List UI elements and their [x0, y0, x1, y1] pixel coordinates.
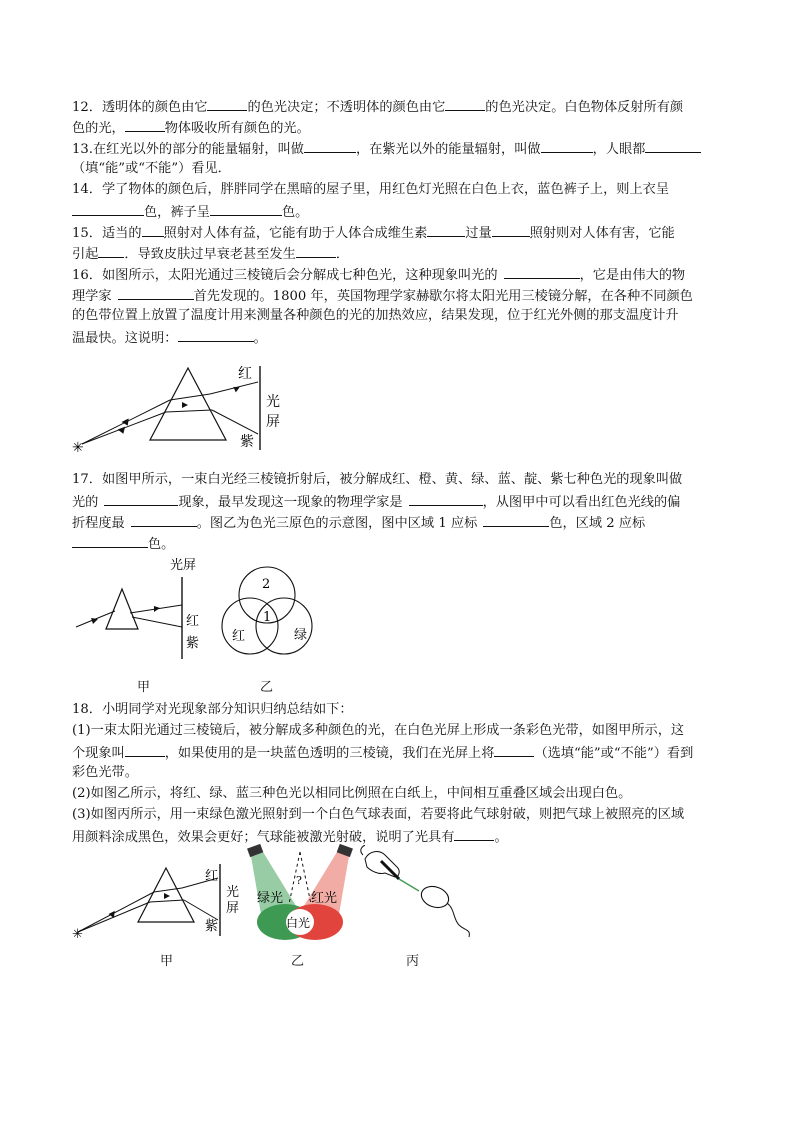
q16-text-c: 理学家 — [72, 289, 112, 304]
q12-text-d: 色的光， — [72, 121, 125, 136]
q16-text-b: ，它是由伟大的物 — [579, 268, 686, 283]
q18-text-c: 个现象叫 — [72, 746, 125, 761]
q17-area-1: 1 — [263, 610, 272, 625]
q17-label-circle-red: 红 — [232, 629, 246, 644]
q18-line2 — [72, 721, 684, 741]
q16-line4 — [72, 327, 267, 347]
q16-line1 — [72, 264, 685, 284]
q17-text-c: 现象，最早发现这一现象的物理学家是 — [178, 495, 403, 510]
q17-line3 — [72, 512, 645, 532]
q17-blank-4[interactable] — [483, 512, 549, 527]
q12-line2 — [72, 117, 310, 137]
q12-blank-1[interactable] — [207, 96, 247, 111]
q15-blank-1[interactable] — [142, 222, 164, 237]
q18-text-g: (2)如图乙所示，将红、绿、蓝三种色光以相同比例照在白纸上，中间相互重叠区域会出现白色。 — [72, 786, 632, 801]
q17-text-a: 17．如图甲所示，一束白光经三棱镜折射后，被分解成红、橙、黄、绿、蓝、靛、紫七种色光的现象叫做 — [72, 472, 683, 487]
q16-blank-1[interactable] — [504, 264, 580, 279]
q16-arrow-3 — [182, 402, 188, 408]
q18-sun-icon: ✳ — [72, 927, 83, 942]
q13-text-d: （填“能”或“不能”）看见． — [72, 161, 231, 176]
q18-label-question: ? — [296, 874, 302, 887]
q16-label-screen-2: 屏 — [266, 414, 280, 430]
q16-text-e: 的色带位置上放置了温度计用来测量各种颜色的光的加热效应，结果发现，位于红光外侧的那支温度计升 — [72, 308, 679, 323]
q18-caption-yi: 乙 — [291, 954, 305, 969]
q14-line1 — [72, 180, 669, 200]
q17-area-2: 2 — [262, 577, 271, 592]
q17-line1 — [72, 470, 682, 490]
q13-blank-3[interactable] — [645, 138, 701, 153]
q18-caption-bing: 丙 — [406, 954, 420, 969]
q15-text-c: 过量 — [465, 226, 492, 241]
q16-text-d: 首先发现的。1800 年，英国物理学家赫歇尔将太阳光用三棱镜分解，在各种不同颜色 — [193, 289, 693, 304]
q18-text-j: 。 — [494, 830, 508, 845]
q12-text-c: 的色光决定。白色物体反射所有颜 — [485, 100, 684, 115]
q12-text-a: 12．透明体的颜色由它 — [72, 100, 208, 115]
q17-line4 — [72, 533, 174, 553]
q17-caption-yi: 乙 — [260, 680, 274, 695]
q15-text-a: 15．适当的 — [72, 226, 142, 241]
q16-label-red: 红 — [238, 366, 252, 382]
q16-blank-3[interactable] — [178, 327, 254, 342]
q13-line1 — [72, 138, 701, 158]
q18-caption-jia: 甲 — [160, 954, 174, 969]
q17-text-d: ，从图甲中可以看出红色光线的偏 — [482, 495, 681, 510]
q17-label-circle-green: 绿 — [294, 628, 308, 643]
q17-blank-2[interactable] — [409, 491, 483, 506]
q18-label-green: 绿光 — [257, 891, 284, 906]
q17-text-b: 光的 — [72, 495, 99, 510]
q16-line2 — [72, 285, 693, 305]
q18-arrow-2 — [164, 893, 170, 899]
q12-text-e: 物体吸收所有颜色的光。 — [164, 121, 310, 136]
q18-fig-bing — [355, 845, 480, 940]
q13-blank-1[interactable] — [304, 138, 356, 153]
q18-line3 — [72, 742, 693, 762]
q16-violet-ray — [212, 410, 258, 434]
q15-line1 — [72, 222, 675, 242]
q16-inside-ray-2 — [166, 410, 212, 412]
q16-text-f: 温最快。这说明： — [72, 331, 178, 346]
q18-label-violet: 紫 — [205, 919, 219, 934]
q15-blank-3[interactable] — [492, 222, 530, 237]
q15-blank-5[interactable] — [296, 243, 336, 258]
q14-blank-1[interactable] — [72, 201, 144, 216]
q18-line1 — [72, 700, 353, 720]
q18-line6 — [72, 805, 684, 825]
q17-label-red: 红 — [186, 614, 200, 629]
q18-text-e: （选填“能”或“不能”）看到 — [534, 746, 694, 761]
q17-text-f: 。图乙为色光三原色的示意图，图中区域 1 应标 — [196, 516, 478, 531]
q18-line5 — [72, 784, 631, 804]
q16-label-screen-1: 光 — [266, 394, 280, 410]
q15-text-g: ． — [335, 247, 349, 262]
q17-violet-ray — [132, 617, 182, 627]
q16-line3 — [72, 306, 679, 326]
q16-text-a: 16．如图所示，太阳光通过三棱镜后会分解成七种色光，这种现象叫光的 — [72, 268, 498, 283]
q17-text-e: 折程度最 — [72, 516, 125, 531]
q17-fig-jia — [70, 555, 210, 665]
q18-label-screen-2: 屏 — [226, 901, 240, 916]
q17-circle-red — [222, 598, 278, 654]
q18-text-a: 18．小明同学对光现象部分知识归纳总结如下： — [72, 702, 353, 717]
q17-arrow-1 — [91, 618, 98, 624]
q17-blank-1[interactable] — [104, 491, 178, 506]
q18-laser-pen — [381, 861, 399, 879]
q18-label-red: 红 — [205, 869, 219, 884]
q12-blank-2[interactable] — [445, 96, 485, 111]
q15-text-f: ．导致皮肤过早衰老甚至发生 — [124, 247, 296, 262]
q13-text-a: 13.在红光以外的部分的能量辐射，叫做 — [72, 142, 304, 157]
q17-fig-yi — [210, 562, 330, 668]
q18-text-b: (1)一束太阳光通过三棱镜后，被分解成多种颜色的光，在白色光屏上形成一条彩色光带，如图甲所示，这 — [72, 723, 685, 738]
q18-balloon — [418, 883, 451, 911]
q15-blank-4[interactable] — [98, 243, 124, 258]
q12-text-b: 的色光决定；不透明体的颜色由它 — [247, 100, 446, 115]
q14-blank-2[interactable] — [210, 201, 282, 216]
q16-prism-figure — [70, 360, 310, 460]
q18-incident-ray-2 — [78, 902, 150, 932]
q13-text-c: ，人眼都 — [592, 142, 646, 157]
q18-text-f: 彩色光带。 — [72, 765, 138, 780]
q15-text-e: 引起 — [72, 247, 99, 262]
q17-text-h: 色。 — [148, 537, 175, 552]
q18-blank-3[interactable] — [454, 826, 494, 841]
q14-text-b: 色，裤子呈 — [144, 205, 210, 220]
q13-line2 — [72, 159, 231, 179]
q15-blank-2[interactable] — [427, 222, 465, 237]
q16-sun-icon: ✳ — [72, 440, 84, 456]
q18-label-screen-1: 光 — [226, 885, 240, 900]
q18-text-i: 用颜料涂成黑色，效果会更好；气球能被激光射破，说明了光具有 — [72, 830, 455, 845]
q16-blank-2[interactable] — [118, 285, 194, 300]
q12-line1 — [72, 96, 683, 116]
q14-text-c: 色。 — [281, 205, 309, 220]
q14-text-a: 14．学了物体的颜色后，胖胖同学在黑暗的屋子里，用红色灯光照在白色上衣，蓝色裤子上，则上衣呈 — [72, 182, 670, 197]
q18-line4 — [72, 763, 138, 783]
q16-text-g: 。 — [253, 331, 267, 346]
q18-fig-jia — [70, 860, 250, 942]
q17-blank-3[interactable] — [131, 512, 197, 527]
q18-label-redlight: 红光 — [311, 891, 338, 906]
q17-circle-green — [256, 598, 312, 654]
q15-text-d: 照射则对人体有害，它能 — [529, 226, 675, 241]
q17-label-violet: 紫 — [186, 636, 200, 651]
q15-line2 — [72, 243, 349, 263]
q18-text-d: ，如果使用的是一块蓝色透明的三棱镜，我们在光屏上将 — [164, 746, 495, 761]
q18-fig-yi — [245, 842, 355, 946]
q17-blank-5[interactable] — [72, 533, 148, 548]
q16-label-violet: 紫 — [240, 434, 254, 450]
q13-text-b: ，在紫光以外的能量辐射，叫做 — [355, 142, 541, 157]
q18-inside-ray-2 — [150, 900, 184, 902]
q17-text-g: 色，区域 2 应标 — [549, 516, 646, 531]
q17-prism — [106, 589, 138, 629]
q18-label-white: 白光 — [286, 916, 311, 930]
q17-caption-jia: 甲 — [137, 680, 151, 695]
q18-laser-beam — [399, 879, 419, 891]
q14-line2 — [72, 201, 308, 221]
q18-hand-sleeve — [361, 845, 365, 855]
q18-violet-ray — [184, 900, 218, 920]
q17-line2 — [72, 491, 680, 511]
q18-blank-2[interactable] — [494, 742, 534, 757]
q17-label-screen: 光屏 — [170, 558, 197, 573]
q16-arrow-2 — [118, 427, 128, 435]
q18-blank-1[interactable] — [125, 742, 165, 757]
q18-text-h: (3)如图丙所示，用一束绿色激光照射到一个白色气球表面，若要将此气球射破，则把气球上被照亮的区域 — [72, 807, 685, 822]
q18-balloon-string — [447, 903, 469, 937]
q13-blank-2[interactable] — [541, 138, 593, 153]
q12-blank-3[interactable] — [125, 117, 165, 132]
q15-text-b: 照射对人体有益，它能有助于人体合成维生素 — [163, 226, 428, 241]
